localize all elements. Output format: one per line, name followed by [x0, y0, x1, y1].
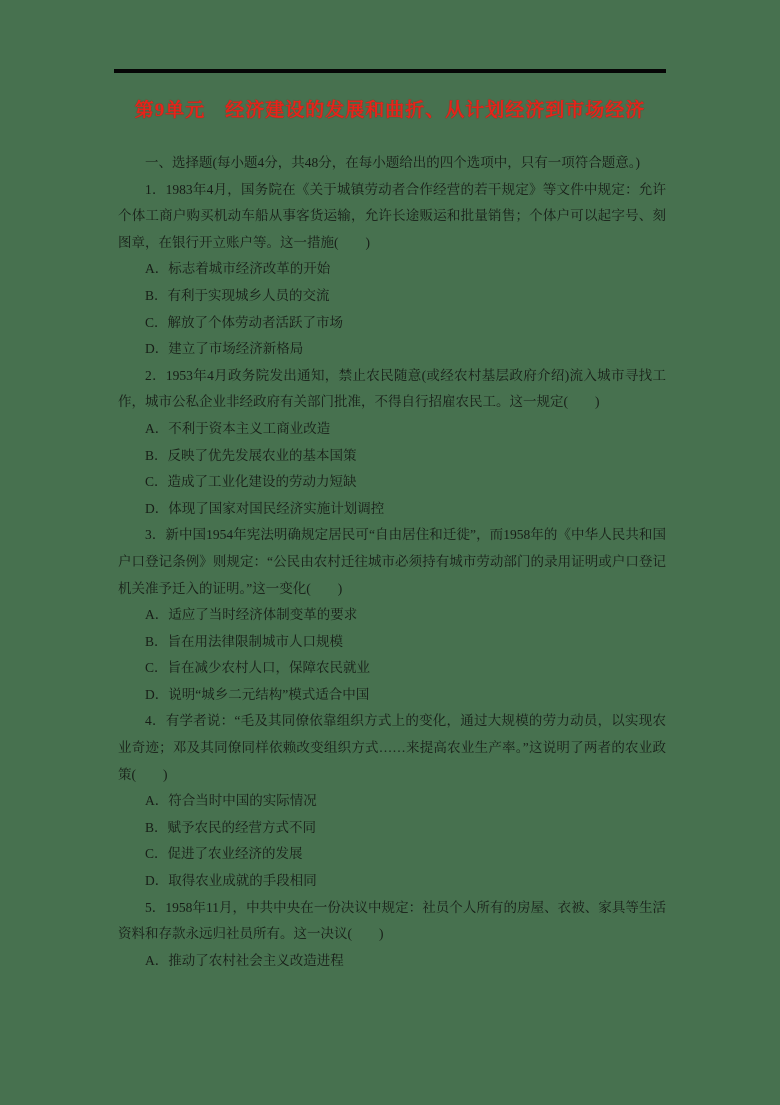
question-1-option-c: C．解放了个体劳动者活跃了市场: [145, 314, 344, 330]
question-4-option-a: A．符合当时中国的实际情况: [145, 793, 317, 809]
question-3-option-a: A．适应了当时经济体制变革的要求: [145, 607, 358, 623]
question-3-option-c: C．旨在减少农村人口，保障农民就业: [145, 660, 371, 676]
question-5-option-a: A．推动了农村社会主义改造进程: [145, 952, 344, 968]
section-intro: 一、选择题(每小题4分，共48分，在每小题给出的四个选项中，只有一项符合题意。): [145, 155, 640, 170]
question-2-option-b: B．反映了优先发展农业的基本国策: [145, 447, 357, 463]
top-rule-divider: [114, 69, 666, 73]
question-1-option-a: A．标志着城市经济改革的开始: [145, 261, 331, 277]
question-2-option-c: C．造成了工业化建设的劳动力短缺: [145, 474, 357, 490]
question-5-stem: 5．1958年11月，中共中央在一份决议中规定：社员个人所有的房屋、衣被、家具等生活资料和存款永远归社员所有。这一决议( ): [118, 899, 666, 942]
question-2-option-a: A．不利于资本主义工商业改造: [145, 420, 331, 436]
question-4-option-d: D．取得农业成就的手段相同: [145, 873, 317, 889]
question-1-stem: 1．1983年4月，国务院在《关于城镇劳动者合作经营的若干规定》等文件中规定：允许个体工商户购买机动车船从事客货运输，允许长途贩运和批量销售；个体户可以起字号、刻图章，在银行开立账户等。这一措施( ): [118, 181, 666, 250]
question-3-stem: 3．新中国1954年宪法明确规定居民可“自由居住和迁徙”，而1958年的《中华人民共和国户口登记条例》则规定：“公民由农村迁往城市必须持有城市劳动部门的录用证明或户口登记机关准予迁入的证明。”这一变化( ): [118, 527, 666, 596]
page-title: 第9单元 经济建设的发展和曲折、从计划经济到市场经济: [134, 100, 646, 121]
question-4-option-b: B．赋予农民的经营方式不同: [145, 819, 317, 835]
question-1-option-d: D．建立了市场经济新格局: [145, 341, 304, 357]
question-2-stem: 2．1953年4月政务院发出通知，禁止农民随意(或经农村基层政府介绍)流入城市寻找工作，城市公私企业非经政府有关部门批准，不得自行招雇农民工。这一规定( ): [118, 367, 666, 410]
question-1-option-b: B．有利于实现城乡人员的交流: [145, 287, 330, 303]
question-4-stem: 4．有学者说：“毛及其同僚依靠组织方式上的变化，通过大规模的劳力动员，以实现农业奇迹；邓及其同僚同样依赖改变组织方式……来提高农业生产率。”这说明了两者的农业政策( ): [118, 713, 666, 782]
question-3-option-d: D．说明“城乡二元结构”模式适合中国: [145, 686, 370, 702]
question-3-option-b: B．旨在用法律限制城市人口规模: [145, 633, 344, 649]
question-2-option-d: D．体现了国家对国民经济实施计划调控: [145, 500, 385, 516]
document-body: [118, 150, 666, 974]
question-4-option-c: C．促进了农业经济的发展: [145, 846, 303, 862]
